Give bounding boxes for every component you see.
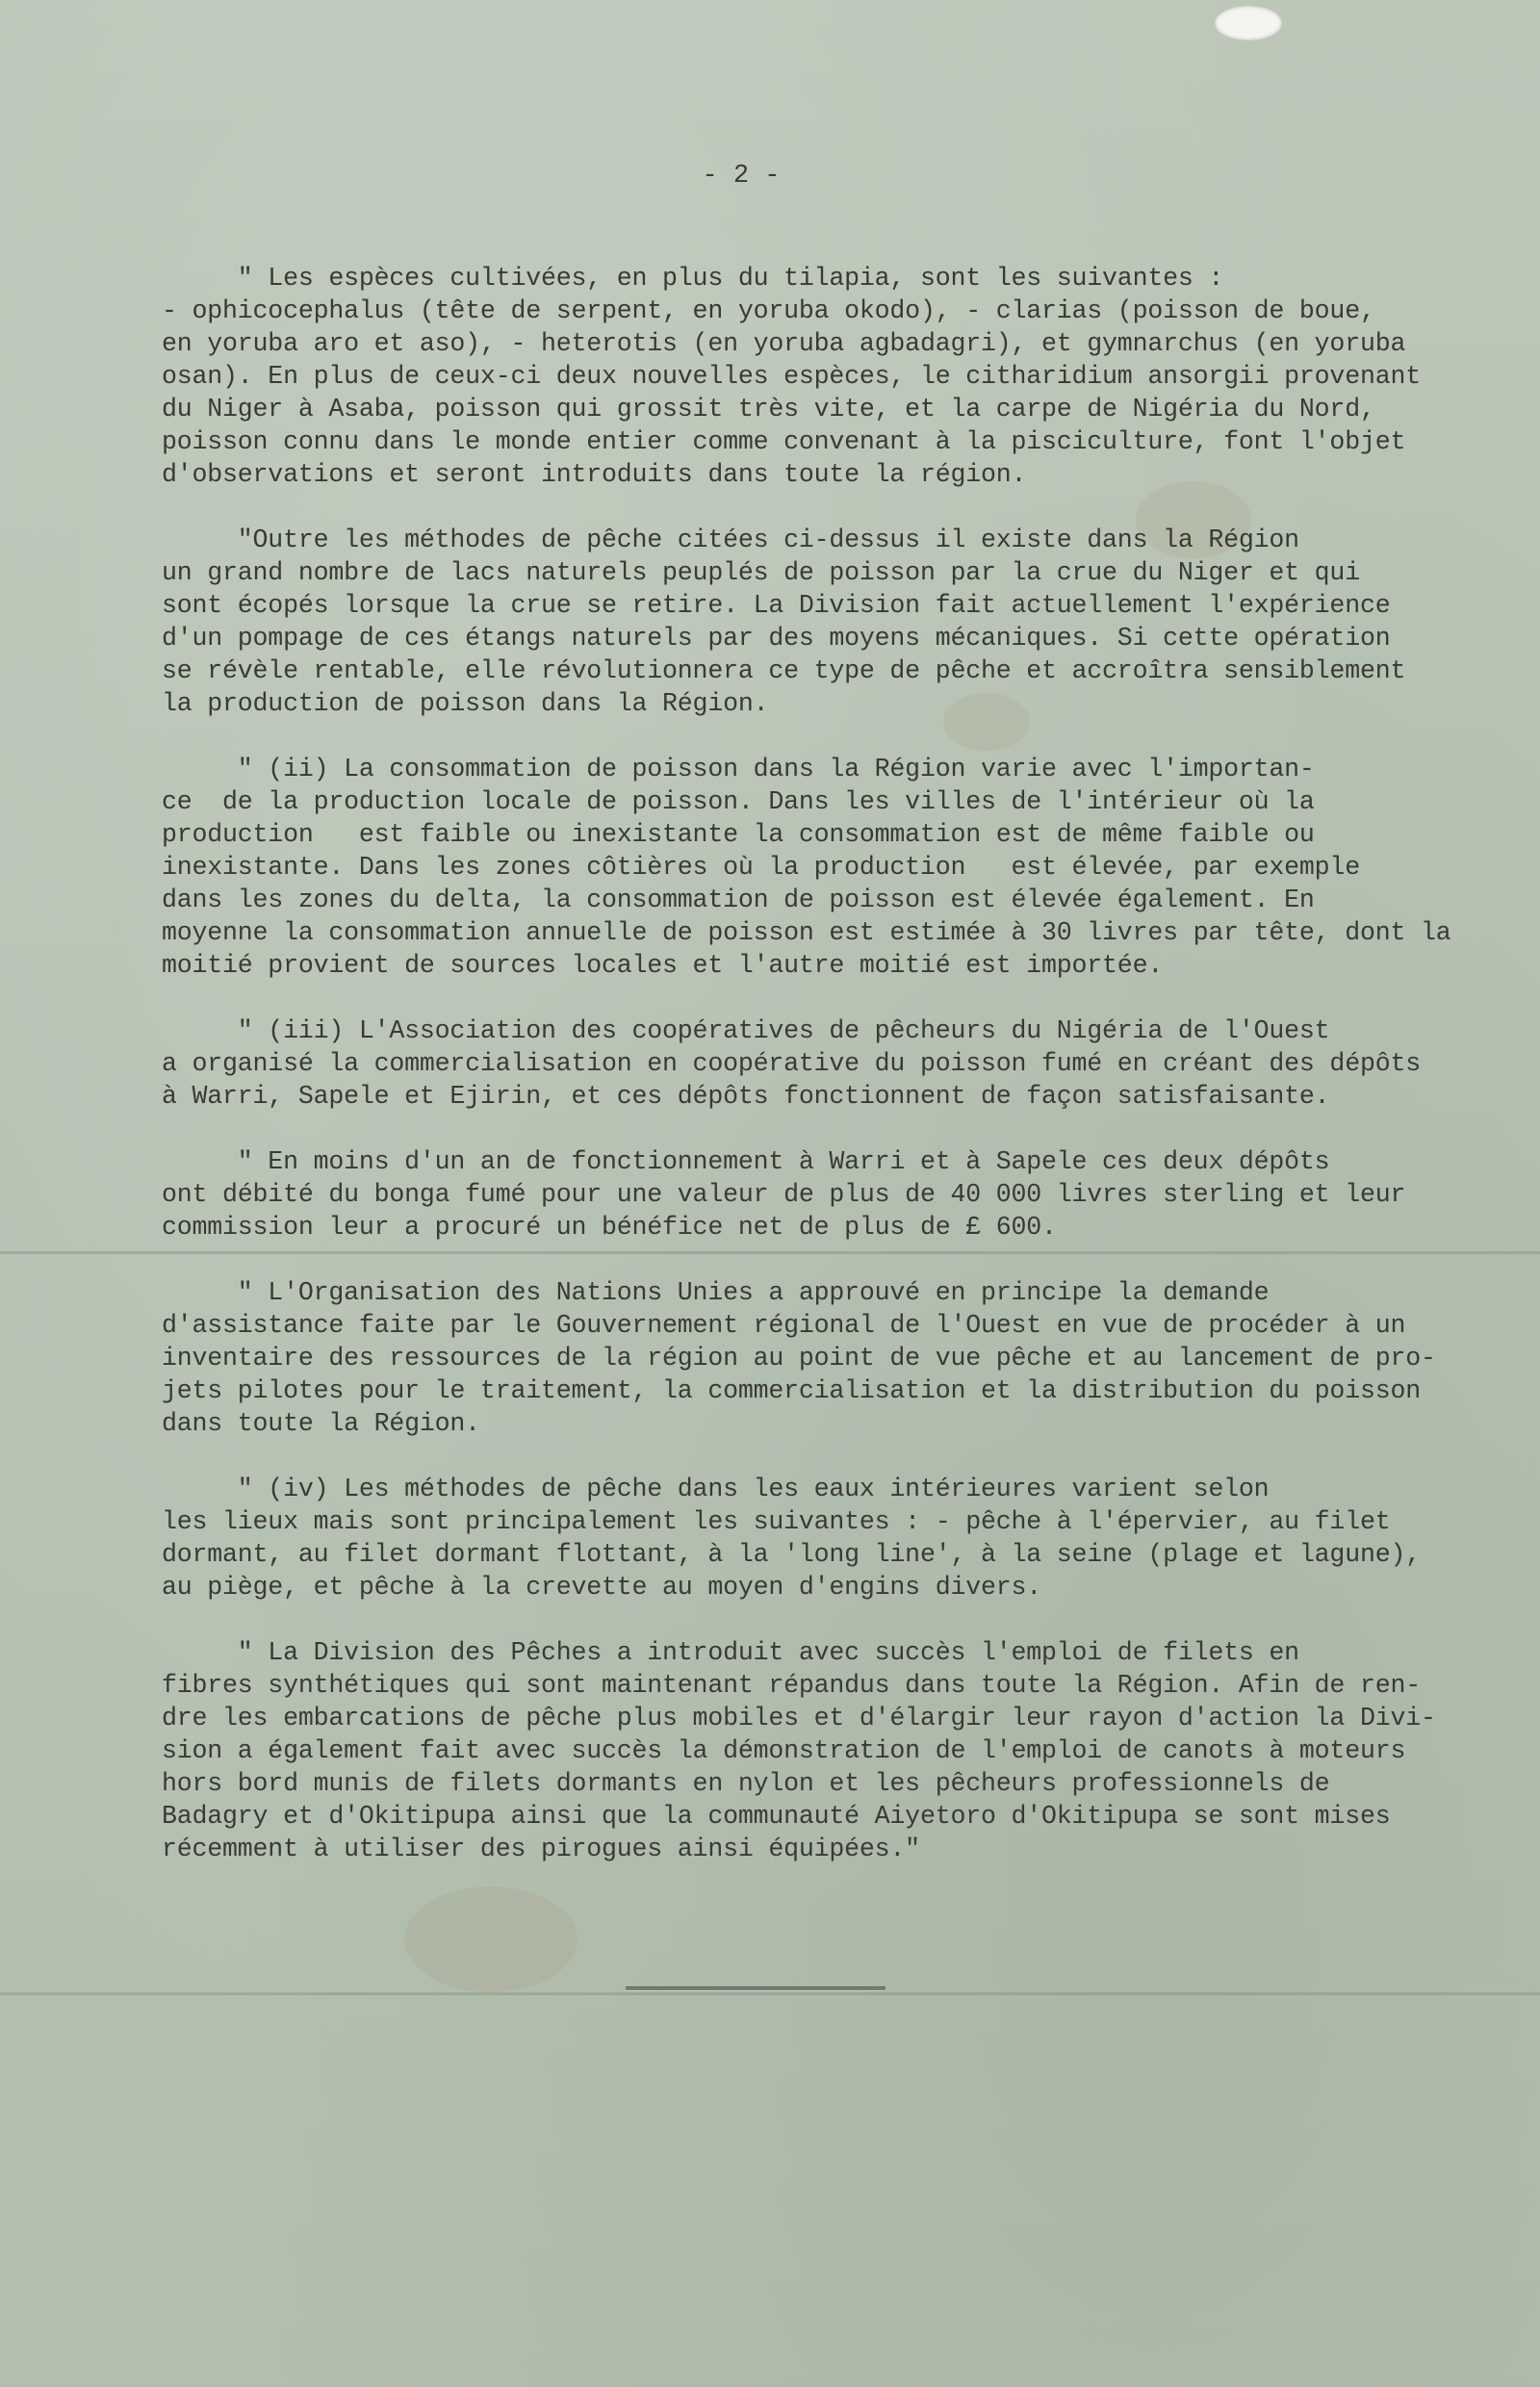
text-line: ce de la production locale de poisson. Dans les villes de l'intérieur où la bbox=[162, 787, 1315, 816]
text-line: commission leur a procuré un bénéfice net de plus de £ 600. bbox=[162, 1213, 1057, 1242]
text-line: "Outre les méthodes de pêche citées ci-dessus il existe dans la Région bbox=[162, 526, 1299, 554]
text-line: récemment à utiliser des pirogues ainsi équipées." bbox=[162, 1835, 920, 1863]
punch-hole bbox=[1215, 6, 1282, 40]
text-line: " En moins d'un an de fonctionnement à Warri et à Sapele ces deux dépôts bbox=[162, 1147, 1330, 1176]
text-line: a organisé la commercialisation en coopérative du poisson fumé en créant des dépôts bbox=[162, 1049, 1421, 1078]
text-line: moitié provient de sources locales et l'autre moitié est importée. bbox=[162, 951, 1164, 980]
text-line: dre les embarcations de pêche plus mobiles et d'élargir leur rayon d'action la Divi- bbox=[162, 1704, 1436, 1732]
text-line: d'un pompage de ces étangs naturels par des moyens mécaniques. Si cette opération bbox=[162, 624, 1391, 653]
text-line: dormant, au filet dormant flottant, à la 'long line', à la seine (plage et lagune), bbox=[162, 1540, 1421, 1569]
text-line: Badagry et d'Okitipupa ainsi que la communauté Aiyetoro d'Okitipupa se sont mises bbox=[162, 1802, 1391, 1831]
text-line: dans toute la Région. bbox=[162, 1409, 480, 1438]
text-line: jets pilotes pour le traitement, la commercialisation et la distribution du poisson bbox=[162, 1376, 1421, 1405]
text-line: d'assistance faite par le Gouvernement régional de l'Ouest en vue de procéder à un bbox=[162, 1311, 1406, 1340]
text-line: poisson connu dans le monde entier comme convenant à la pisciculture, font l'objet bbox=[162, 427, 1406, 456]
text-line: moyenne la consommation annuelle de poisson est estimée à 30 livres par tête, dont la bbox=[162, 918, 1451, 947]
text-line: " (ii) La consommation de poisson dans la Région varie avec l'importan- bbox=[162, 755, 1315, 783]
paper-stain bbox=[404, 1886, 578, 1992]
text-line: sion a également fait avec succès la démonstration de l'emploi de canots à moteurs bbox=[162, 1736, 1406, 1765]
text-line: production est faible ou inexistante la consommation est de même faible ou bbox=[162, 820, 1315, 849]
text-line: " Les espèces cultivées, en plus du tilapia, sont les suivantes : bbox=[162, 264, 1224, 293]
text-line: inexistante. Dans les zones côtières où la production est élevée, par exemple bbox=[162, 853, 1360, 882]
text-line: d'observations et seront introduits dans toute la région. bbox=[162, 460, 1027, 489]
paragraph bbox=[162, 1473, 1538, 1604]
text-line: dans les zones du delta, la consommation de poisson est élevée également. En bbox=[162, 886, 1315, 914]
text-line: " L'Organisation des Nations Unies a approuvé en principe la demande bbox=[162, 1278, 1270, 1307]
document-body bbox=[162, 262, 1538, 1898]
text-line: se révèle rentable, elle révolutionnera ce type de pêche et accroîtra sensiblement bbox=[162, 656, 1406, 685]
paragraph bbox=[162, 1014, 1538, 1113]
paragraph bbox=[162, 1636, 1538, 1865]
text-line: hors bord munis de filets dormants en nylon et les pêcheurs professionnels de bbox=[162, 1769, 1330, 1798]
text-line: en yoruba aro et aso), - heterotis (en yoruba agbadagri), et gymnarchus (en yoruba bbox=[162, 329, 1406, 358]
text-line: du Niger à Asaba, poisson qui grossit très vite, et la carpe de Nigéria du Nord, bbox=[162, 395, 1375, 424]
text-line: osan). En plus de ceux-ci deux nouvelles espèces, le citharidium ansorgii provenant bbox=[162, 362, 1421, 391]
paragraph bbox=[162, 524, 1538, 720]
end-rule bbox=[626, 1987, 886, 1989]
paragraph bbox=[162, 1145, 1538, 1244]
text-line: les lieux mais sont principalement les suivantes : - pêche à l'épervier, au filet bbox=[162, 1507, 1391, 1536]
text-line: " (iii) L'Association des coopératives de pêcheurs du Nigéria de l'Ouest bbox=[162, 1016, 1330, 1045]
paragraph bbox=[162, 753, 1538, 982]
text-line: la production de poisson dans la Région. bbox=[162, 689, 769, 718]
paragraph bbox=[162, 1276, 1538, 1440]
text-line: sont écopés lorsque la crue se retire. La Division fait actuellement l'expérience bbox=[162, 591, 1391, 620]
text-line: à Warri, Sapele et Ejirin, et ces dépôts fonctionnent de façon satisfaisante. bbox=[162, 1082, 1330, 1111]
text-line: - ophicocephalus (tête de serpent, en yoruba okodo), - clarias (poisson de boue, bbox=[162, 296, 1375, 325]
text-line: au piège, et pêche à la crevette au moyen d'engins divers. bbox=[162, 1573, 1042, 1602]
paragraph bbox=[162, 262, 1538, 491]
page-number: - 2 - bbox=[702, 162, 781, 191]
text-line: inventaire des ressources de la région au point de vue pêche et au lancement de pro- bbox=[162, 1344, 1436, 1373]
text-line: " La Division des Pêches a introduit avec succès l'emploi de filets en bbox=[162, 1638, 1299, 1667]
paper-fold bbox=[0, 1992, 1540, 1995]
text-line: fibres synthétiques qui sont maintenant répandus dans toute la Région. Afin de ren- bbox=[162, 1671, 1421, 1700]
text-line: un grand nombre de lacs naturels peuplés de poisson par la crue du Niger et qui bbox=[162, 558, 1360, 587]
text-line: " (iv) Les méthodes de pêche dans les eaux intérieures varient selon bbox=[162, 1475, 1270, 1503]
text-line: ont débité du bonga fumé pour une valeur de plus de 40 000 livres sterling et leur bbox=[162, 1180, 1406, 1209]
